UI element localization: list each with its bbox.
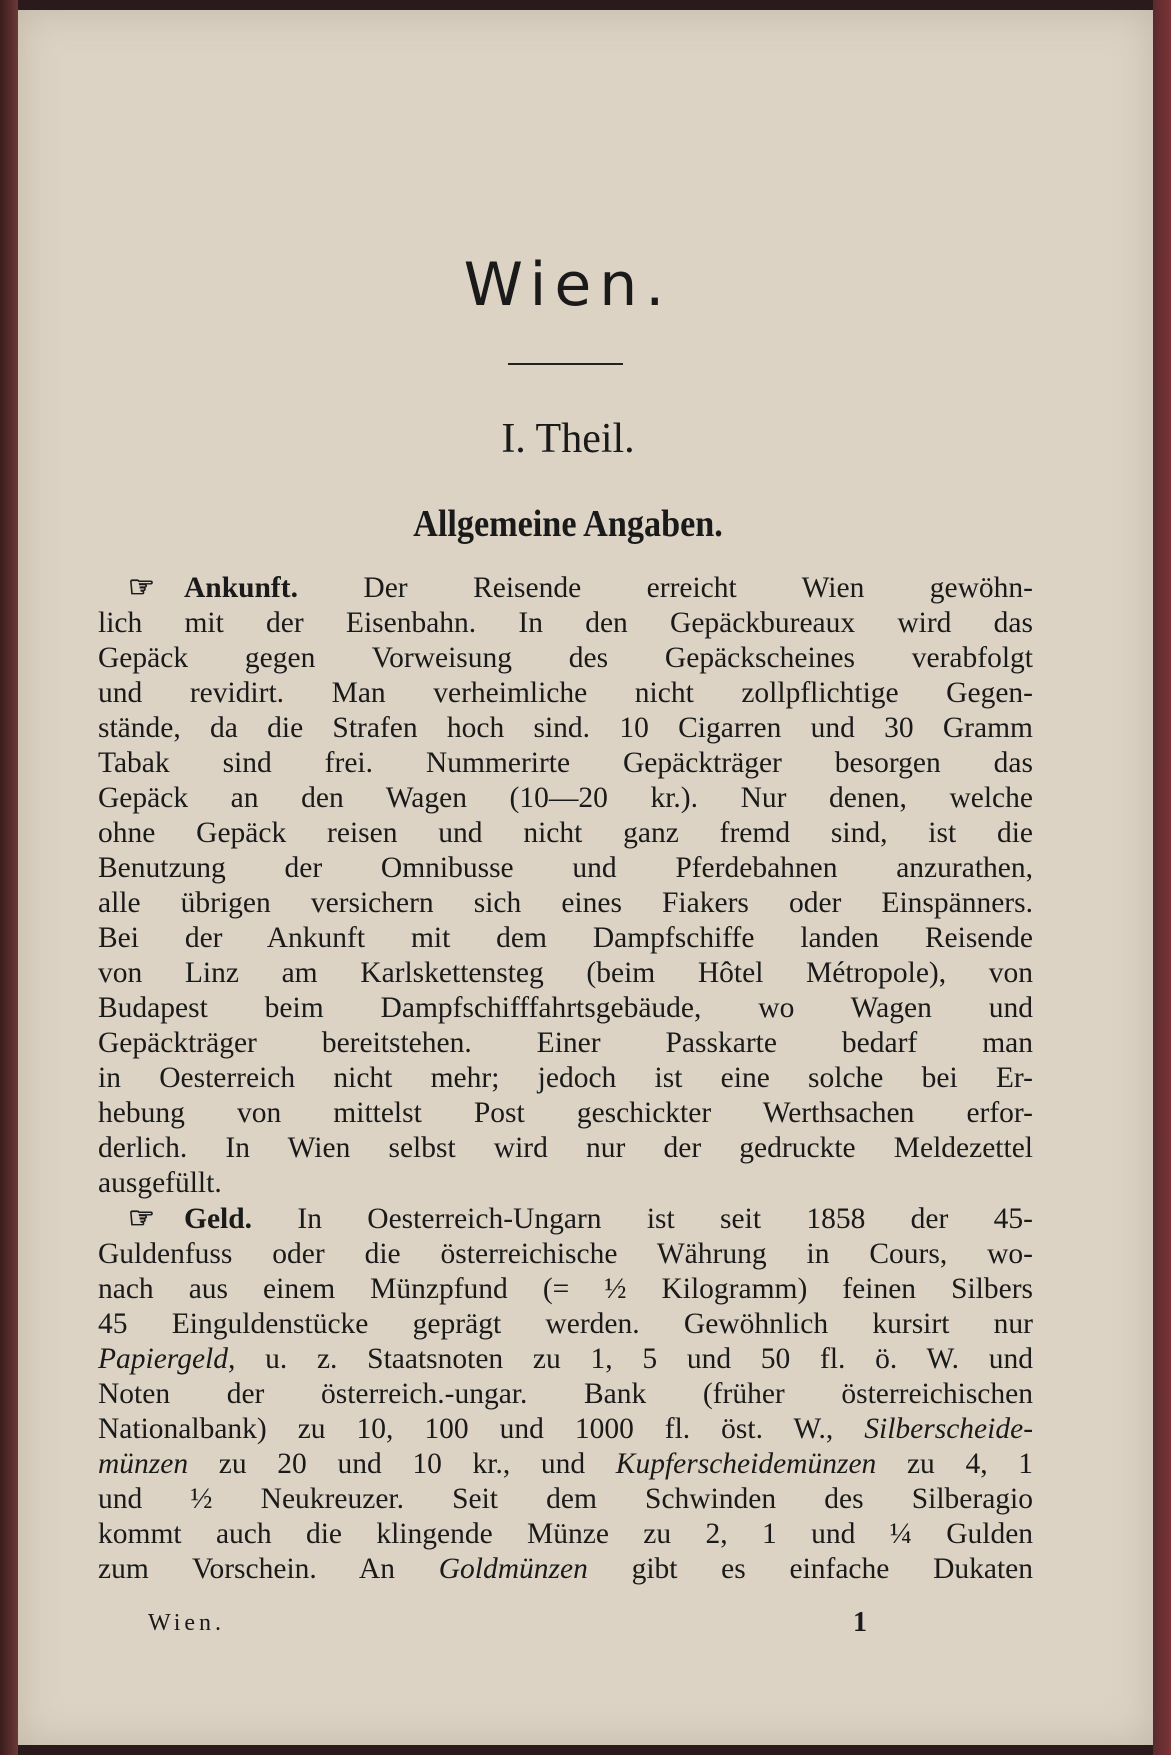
text-line: Gepäck gegen Vorweisung des Gepäckscheines verabfolgt <box>98 642 1033 674</box>
text-line: in Oesterreich nicht mehr; jedoch ist eine solche bei Er- <box>98 1062 1033 1094</box>
text-line: nach aus einem Münzpfund (= ½ Kilogramm) feinen Silbers <box>98 1273 1034 1305</box>
text-line: Tabak sind frei. Nummerirte Gepäckträger besorgen das <box>98 747 1033 779</box>
part-heading: I. Theil. <box>501 416 635 462</box>
book-left-edge <box>0 0 18 1755</box>
title-divider <box>508 363 623 365</box>
text-line: kommt auch die klingende Münze zu 2, 1 und ¼ Gulden <box>98 1518 1034 1550</box>
text-line: lich mit der Eisenbahn. In den Gepäckbureaux wird das <box>98 607 1033 639</box>
pointing-hand-icon: ☞ <box>128 1202 155 1235</box>
text-line: Benutzung der Omnibusse und Pferdebahnen anzurathen, <box>98 852 1033 884</box>
text-line: ohne Gepäck reisen und nicht ganz fremd sind, ist die <box>98 817 1033 849</box>
text-line: derlich. In Wien selbst wird nur der gedruckte Meldezettel <box>98 1132 1033 1164</box>
book-spine-edge <box>1153 0 1171 1755</box>
text-line: ausgefüllt. <box>98 1167 222 1199</box>
text-line: Budapest beim Dampfschifffahrtsgebäude, wo Wagen und <box>98 992 1033 1024</box>
geld-heading: Geld. <box>184 1203 253 1235</box>
page-title: Wien. <box>463 250 673 320</box>
text-line: und ½ Neukreuzer. Seit dem Schwinden des Silberagio <box>98 1483 1034 1515</box>
pointing-hand-icon: ☞ <box>128 571 155 604</box>
page-number: 1 <box>853 1607 867 1638</box>
section-heading: Allgemeine Angaben. <box>413 503 723 545</box>
text-line: Nationalbank) zu 10, 100 und 1000 fl. öst. W., Silberscheide- <box>98 1413 1034 1445</box>
text-line: und revidirt. Man verheimliche nicht zollpflichtige Gegen- <box>98 677 1033 709</box>
text-line: Gepäck an den Wagen (10—20 kr.). Nur denen, welche <box>98 782 1033 814</box>
text-line: Guldenfuss oder die österreichische Währung in Cours, wo- <box>98 1238 1033 1270</box>
text-line: stände, da die Strafen hoch sind. 10 Cigarren und 30 Gramm <box>98 712 1033 744</box>
paragraph-ankunft-first-line: ☞ Ankunft. Der Reisende erreicht Wien gewöhn- <box>128 571 1033 604</box>
text-line: Papiergeld, u. z. Staatsnoten zu 1, 5 und 50 fl. ö. W. und <box>98 1343 1033 1375</box>
text-line: Gepäckträger bereitstehen. Einer Passkarte bedarf man <box>98 1027 1033 1059</box>
text-line: von Linz am Karlskettensteg (beim Hôtel Métropole), von <box>98 957 1033 989</box>
text-line: hebung von mittelst Post geschickter Werthsachen erfor- <box>98 1097 1033 1129</box>
paragraph-geld-first-line: ☞ Geld. In Oesterreich-Ungarn ist seit 1858 der 45- <box>128 1202 1034 1235</box>
ankunft-heading: Ankunft. <box>184 572 298 604</box>
text-line: 45 Einguldenstücke geprägt werden. Gewöhnlich kursirt nur <box>98 1308 1033 1340</box>
text-line: Noten der österreich.-ungar. Bank (früher österreichischen <box>98 1378 1033 1410</box>
text-line: münzen zu 20 und 10 kr., und Kupferscheidemünzen zu 4, 1 <box>98 1448 1033 1480</box>
text-line: alle übrigen versichern sich eines Fiakers oder Einspänners. <box>98 887 1033 919</box>
book-page <box>18 10 1153 1745</box>
body-text <box>98 570 1033 1587</box>
text-line: zum Vorschein. An Goldmünzen gibt es einfache Dukaten <box>98 1553 1034 1585</box>
text-line: Bei der Ankunft mit dem Dampfschiffe landen Reisende <box>98 922 1033 954</box>
signature-mark: Wien. <box>148 1610 226 1636</box>
